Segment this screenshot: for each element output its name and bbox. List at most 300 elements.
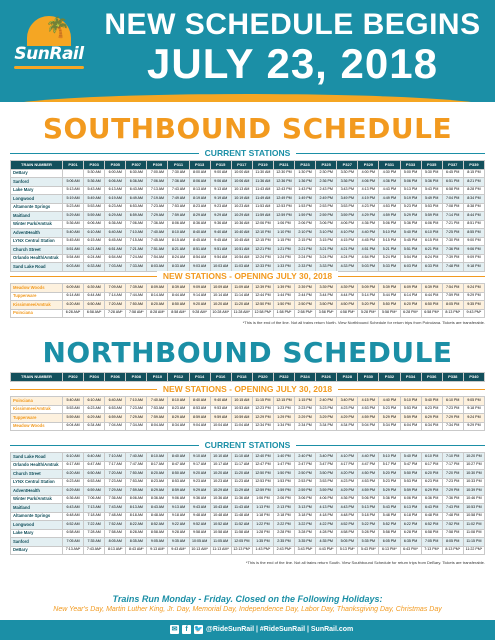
time-cell: 12:15 PM xyxy=(273,397,294,406)
time-cell: 4:19 PM xyxy=(358,195,379,204)
time-cell: 2:53 PM xyxy=(316,203,337,212)
time-cell: 6:24 PM xyxy=(421,254,442,263)
time-cell: 5:10 PM xyxy=(379,453,400,462)
time-cell: 9:13 AM* xyxy=(147,546,168,555)
southbound-new-table xyxy=(10,283,485,318)
station-name: Sanford xyxy=(11,538,63,547)
station-name: Longwood xyxy=(11,521,63,530)
time-cell: 2:10 PM xyxy=(295,229,316,238)
time-cell: 6:53 AM xyxy=(126,203,147,212)
time-cell: 5:30 PM xyxy=(421,169,442,178)
time-cell: 8:04 AM xyxy=(147,422,168,431)
station-row xyxy=(11,254,485,263)
time-cell: 12:58 PM* xyxy=(252,309,273,318)
southbound-current-table xyxy=(10,160,485,272)
mail-icon[interactable]: ✉ xyxy=(171,626,178,633)
time-cell: 5:20 PM xyxy=(379,470,400,479)
time-cell: 5:51 PM xyxy=(400,246,421,255)
time-cell: 9:52 AM xyxy=(189,521,210,530)
time-cell: 5:18 PM xyxy=(358,512,379,521)
time-cell: 7:29 AM xyxy=(126,414,147,423)
station-name: LYNX Central Station xyxy=(11,478,63,487)
headline-line1: NEW SCHEDULE BEGINS xyxy=(104,8,481,41)
train-number-cell: P331 xyxy=(379,161,400,170)
time-cell: 10:20 AM xyxy=(210,301,231,310)
time-cell: 6:44 AM xyxy=(84,292,105,301)
time-cell: 9:18 PM xyxy=(463,263,484,272)
time-cell: 6:19 AM xyxy=(105,195,126,204)
train-number-cell: P335 xyxy=(421,161,442,170)
time-cell: 8:03 AM xyxy=(147,263,168,272)
social-handles[interactable]: @RideSunRail | #RideSunRail | SunRail.com xyxy=(206,626,354,633)
time-cell: 11:14 AM xyxy=(231,292,252,301)
time-cell: 4:45 PM xyxy=(358,237,379,246)
station-row xyxy=(11,169,485,178)
holiday-title: Trains Run Monday - Friday. Closed on the Following Holidays: xyxy=(112,594,383,604)
time-cell: 11:09 AM xyxy=(231,284,252,293)
time-cell: 6:03 AM xyxy=(63,263,84,272)
time-cell: 7:54 PM xyxy=(442,284,463,293)
station-name: Lake Mary xyxy=(11,529,63,538)
time-cell: 2:15 PM xyxy=(295,237,316,246)
time-cell: 3:53 PM xyxy=(337,203,358,212)
time-cell: 5:29 PM xyxy=(400,212,421,221)
time-cell: 4:52 PM xyxy=(337,521,358,530)
time-cell: 4:39 PM xyxy=(337,284,358,293)
time-cell: 1:10 PM xyxy=(273,229,294,238)
time-cell: 7:30 AM xyxy=(168,169,189,178)
time-cell: 5:13 PM* xyxy=(337,546,358,555)
time-cell: 3:22 PM xyxy=(295,521,316,530)
time-cell: 7:53 AM xyxy=(168,203,189,212)
time-cell: 5:14 PM xyxy=(358,292,379,301)
train-number-cell: P323 xyxy=(295,161,316,170)
time-cell: 10:13 AM* xyxy=(189,546,210,555)
time-cell: 9:36 AM xyxy=(189,495,210,504)
time-cell: 4:58 PM xyxy=(337,529,358,538)
time-cell: 1:43 PM* xyxy=(252,546,273,555)
time-cell: 8:59 AM xyxy=(168,487,189,496)
time-cell: 5:59 PM xyxy=(400,487,421,496)
footer-bar xyxy=(0,620,495,640)
time-cell: 5:03 PM xyxy=(358,263,379,272)
time-cell: 1:21 PM xyxy=(273,246,294,255)
facebook-icon[interactable]: f xyxy=(182,625,191,634)
time-cell: 6:47 AM xyxy=(84,461,105,470)
time-cell: 3:34 PM xyxy=(316,422,337,431)
time-cell: 6:48 AM xyxy=(63,512,84,521)
time-cell: 7:04 PM xyxy=(442,195,463,204)
time-cell: 4:23 PM xyxy=(337,405,358,414)
time-cell: 5:50 PM xyxy=(379,301,400,310)
time-cell: 7:44 AM xyxy=(126,292,147,301)
time-cell: 6:45 AM xyxy=(105,237,126,246)
time-cell: 1:06 PM xyxy=(273,220,294,229)
time-cell: 6:43 AM xyxy=(63,504,84,513)
time-cell: 10:10 AM xyxy=(210,453,231,462)
station-row xyxy=(11,212,485,221)
time-cell: 5:29 PM xyxy=(379,487,400,496)
time-cell: 10:53 PM xyxy=(463,504,484,513)
time-cell: 9:23 AM xyxy=(189,478,210,487)
train-number-cell: P325 xyxy=(316,161,337,170)
time-cell: 2:49 PM xyxy=(316,195,337,204)
station-row xyxy=(11,512,485,521)
time-cell: 11:48 AM xyxy=(231,512,252,521)
time-cell: 1:35 PM xyxy=(252,538,273,547)
time-cell: 12:44 PM xyxy=(252,292,273,301)
time-cell: 7:06 AM xyxy=(126,220,147,229)
time-cell: 3:21 PM xyxy=(316,246,337,255)
time-cell: 9:20 AM xyxy=(189,301,210,310)
time-cell: 7:36 AM xyxy=(147,220,168,229)
time-cell: 6:13 PM xyxy=(400,504,421,513)
time-cell: 5:28 PM xyxy=(358,529,379,538)
time-cell: 9:20 AM xyxy=(189,470,210,479)
time-cell: 7:59 AM xyxy=(168,212,189,221)
time-cell: 3:13 PM xyxy=(295,504,316,513)
time-cell: 8:45 AM xyxy=(189,237,210,246)
train-number-cell: P327 xyxy=(337,161,358,170)
time-cell: 7:54 AM xyxy=(147,254,168,263)
time-cell: 5:05 PM xyxy=(337,538,358,547)
time-cell: 6:28 PM xyxy=(400,529,421,538)
time-cell: 6:39 AM xyxy=(84,284,105,293)
time-cell: 11:20 AM xyxy=(231,470,252,479)
time-cell: 7:58 AM* xyxy=(126,309,147,318)
time-cell: 6:52 PM xyxy=(421,521,442,530)
time-cell: 8:10 AM xyxy=(168,397,189,406)
station-row xyxy=(11,246,485,255)
time-cell: 6:50 AM xyxy=(84,470,105,479)
time-cell: 5:59 AM xyxy=(63,414,84,423)
station-row xyxy=(11,292,485,301)
time-cell: 4:35 PM xyxy=(316,538,337,547)
time-cell: 3:10 PM xyxy=(316,229,337,238)
time-cell: 7:13 AM* xyxy=(63,546,84,555)
time-cell: 3:40 PM xyxy=(316,453,337,462)
time-cell: 12:15 PM xyxy=(252,237,273,246)
time-cell: 5:43 PM* xyxy=(358,546,379,555)
time-cell: 5:13 AM xyxy=(63,186,84,195)
northbound-new-table xyxy=(10,396,485,431)
time-cell: 7:10 AM xyxy=(126,397,147,406)
headline-date: JULY 23, 2018 xyxy=(147,40,438,87)
station-name: Tupperware xyxy=(11,292,63,301)
time-cell: 5:10 PM xyxy=(400,397,421,406)
time-cell: 4:49 PM xyxy=(379,195,400,204)
time-cell: 9:18 PM xyxy=(463,405,484,414)
time-cell: 11:49 AM xyxy=(252,195,273,204)
station-name: Maitland xyxy=(11,212,63,221)
time-cell: 6:14 AM xyxy=(63,292,84,301)
time-cell: 8:24 AM xyxy=(168,254,189,263)
time-cell: 5:43 PM xyxy=(379,504,400,513)
time-cell: 7:14 PM xyxy=(442,212,463,221)
time-cell: 4:36 PM xyxy=(358,220,379,229)
time-cell: 6:29 AM xyxy=(84,414,105,423)
time-cell: 11:05 AM xyxy=(210,538,231,547)
time-cell: 11:04 AM xyxy=(231,422,252,431)
time-cell: 12:59 PM xyxy=(252,487,273,496)
palm-tree-icon: 🌴 xyxy=(45,17,70,39)
time-cell: 8:28 AM xyxy=(126,529,147,538)
northbound-header-table xyxy=(10,372,485,382)
time-cell: 7:14 AM xyxy=(105,292,126,301)
holiday-list: New Year's Day, Martin Luther King, Jr. Day, Memorial Day, Independence Day, Labor Day, Thanksgiving Day, Christmas Day xyxy=(53,606,442,613)
time-cell: 7:18 AM xyxy=(84,512,105,521)
time-cell: 5:19 PM xyxy=(400,195,421,204)
time-cell: 8:50 AM xyxy=(168,301,189,310)
nb-new-label: NEW STATIONS - OPENING JULY 30, 2018 xyxy=(0,384,495,394)
time-cell: 1:24 PM xyxy=(273,254,294,263)
time-cell: 6:53 AM xyxy=(105,405,126,414)
station-row xyxy=(11,453,485,462)
time-cell: 9:40 AM xyxy=(210,229,231,238)
time-cell: 6:13 AM xyxy=(105,186,126,195)
time-cell: 12:50 PM xyxy=(252,301,273,310)
station-name: Church Street xyxy=(11,246,63,255)
time-cell: 8:13 AM xyxy=(189,186,210,195)
time-cell: 9:05 AM xyxy=(147,538,168,547)
time-cell: 12:53 PM xyxy=(252,478,273,487)
time-cell: 7:17 AM xyxy=(105,461,126,470)
time-cell: 11:43 AM xyxy=(252,186,273,195)
time-cell: 2:43 PM xyxy=(316,186,337,195)
time-cell: 7:36 AM xyxy=(168,178,189,187)
time-cell: 5:54 PM xyxy=(400,254,421,263)
time-cell: 2:59 PM xyxy=(316,212,337,221)
time-cell: 6:50 PM xyxy=(421,301,442,310)
time-cell: 6:58 AM xyxy=(63,529,84,538)
time-cell: 6:15 PM xyxy=(421,237,442,246)
station-name: Sand Lake Road xyxy=(11,453,63,462)
time-cell: 9:43 AM xyxy=(189,504,210,513)
time-cell: 5:43 PM xyxy=(421,186,442,195)
station-name: Poinciana xyxy=(11,397,63,406)
time-cell: 12:23 PM xyxy=(252,405,273,414)
time-cell: 9:13 AM xyxy=(210,186,231,195)
time-cell: 6:35 PM xyxy=(400,538,421,547)
time-cell: 10:23 AM xyxy=(231,203,252,212)
time-cell: 3:50 PM xyxy=(316,470,337,479)
nb-footnote: *This is the end of the line. Not all trains return South. View Southbound Schedule for return trips from DeBary. Tickets are transferable. xyxy=(245,560,485,565)
time-cell: 6:29 PM xyxy=(421,487,442,496)
time-cell: 7:04 AM xyxy=(105,422,126,431)
time-cell: 2:50 PM xyxy=(295,301,316,310)
time-cell: 8:39 AM xyxy=(168,284,189,293)
time-cell: 1:49 PM xyxy=(295,195,316,204)
time-cell: 6:23 AM xyxy=(84,405,105,414)
station-name: Winter Park/Amtrak xyxy=(11,220,63,229)
time-cell: 1:30 PM xyxy=(295,169,316,178)
time-cell: 1:59 PM xyxy=(273,487,294,496)
social-icons xyxy=(170,625,203,634)
time-cell: 6:39 PM xyxy=(421,284,442,293)
time-cell: 6:10 AM xyxy=(84,229,105,238)
time-cell: 7:52 AM xyxy=(105,521,126,530)
time-cell: 6:30 AM xyxy=(126,169,147,178)
time-cell: 5:58 PM* xyxy=(379,309,400,318)
time-cell: 5:15 PM xyxy=(379,237,400,246)
time-cell: 7:39 PM xyxy=(442,254,463,263)
time-cell: 4:50 PM xyxy=(358,470,379,479)
time-cell: 11:10 AM xyxy=(231,453,252,462)
time-cell: 8:09 AM xyxy=(147,284,168,293)
time-cell: 10:29 AM xyxy=(231,212,252,221)
time-cell: 4:40 PM xyxy=(358,453,379,462)
time-cell: 7:13 AM xyxy=(147,186,168,195)
time-cell: 2:53 PM xyxy=(295,478,316,487)
time-cell: 11:30 AM xyxy=(252,169,273,178)
time-cell: 4:43 PM* xyxy=(316,546,337,555)
time-cell: 6:54 AM xyxy=(105,254,126,263)
time-cell: 10:14 AM xyxy=(210,292,231,301)
station-name: Orlando Health/Amtrak xyxy=(11,254,63,263)
train-number-header: TRAIN NUMBER xyxy=(11,161,63,170)
time-cell: 4:29 PM xyxy=(337,487,358,496)
time-cell: 5:39 PM xyxy=(379,284,400,293)
time-cell: 9:35 AM xyxy=(168,538,189,547)
time-cell: 9:35 PM xyxy=(463,301,484,310)
time-cell: 5:43 AM xyxy=(84,186,105,195)
time-cell: 2:24 PM xyxy=(295,254,316,263)
time-cell: 6:10 PM xyxy=(421,453,442,462)
time-cell: 7:17 PM xyxy=(442,461,463,470)
sb-new-label: NEW STATIONS - OPENING JULY 30, 2018 xyxy=(0,271,495,281)
time-cell: 1:15 PM xyxy=(273,237,294,246)
time-cell: 5:36 PM xyxy=(379,495,400,504)
time-cell: 5:45 PM xyxy=(400,237,421,246)
nb-current-label: CURRENT STATIONS xyxy=(0,440,495,450)
time-cell: 7:23 AM xyxy=(147,203,168,212)
time-cell: 2:22 PM xyxy=(273,521,294,530)
time-cell: 1:50 PM xyxy=(273,301,294,310)
time-cell: 7:23 AM xyxy=(126,405,147,414)
time-cell: 9:43 PM* xyxy=(463,309,484,318)
time-cell: 6:06 AM xyxy=(84,220,105,229)
time-cell: 5:21 PM xyxy=(379,246,400,255)
time-cell: 5:40 PM xyxy=(421,397,442,406)
time-cell: 9:28 AM* xyxy=(189,309,210,318)
time-cell: 5:13 PM xyxy=(358,504,379,513)
time-cell: 7:23 PM xyxy=(442,405,463,414)
time-cell: 8:51 AM xyxy=(189,246,210,255)
time-cell: 6:29 AM xyxy=(63,487,84,496)
time-cell: 11:58 AM xyxy=(231,529,252,538)
time-cell: 10:19 AM xyxy=(231,195,252,204)
time-cell: 4:20 PM xyxy=(337,470,358,479)
time-cell: 3:43 PM* xyxy=(295,546,316,555)
time-cell: 10:40 AM xyxy=(231,229,252,238)
time-cell: 6:22 PM xyxy=(400,521,421,530)
station-name: Tupperware xyxy=(11,414,63,423)
time-cell: 3:43 PM xyxy=(337,186,358,195)
train-number-cell: P333 xyxy=(400,161,421,170)
time-cell: 10:15 AM xyxy=(231,397,252,406)
time-cell: 6:50 AM xyxy=(84,301,105,310)
station-name: Altamonte Springs xyxy=(11,203,63,212)
twitter-icon[interactable]: 🐦 xyxy=(194,626,203,633)
time-cell: 8:05 PM xyxy=(442,301,463,310)
time-cell: 10:58 AM xyxy=(210,529,231,538)
time-cell: 7:06 AM xyxy=(84,495,105,504)
time-cell-empty xyxy=(63,169,84,178)
time-cell: 11:29 AM xyxy=(231,487,252,496)
time-cell: 11:59 AM xyxy=(252,212,273,221)
time-cell: 4:15 PM xyxy=(337,237,358,246)
time-cell: 4:47 PM xyxy=(358,461,379,470)
train-number-cell: P313 xyxy=(189,161,210,170)
time-cell: 6:04 AM xyxy=(63,422,84,431)
time-cell: 6:06 PM xyxy=(400,495,421,504)
time-cell: 4:13 PM xyxy=(316,504,337,513)
time-cell: 5:24 PM xyxy=(379,254,400,263)
time-cell: 8:28 PM xyxy=(463,186,484,195)
time-cell: 4:36 PM xyxy=(337,495,358,504)
station-row xyxy=(11,397,485,406)
time-cell: 5:23 AM xyxy=(63,203,84,212)
time-cell: 5:40 AM xyxy=(63,397,84,406)
time-cell: 6:48 PM xyxy=(421,512,442,521)
time-cell: 5:06 PM xyxy=(379,220,400,229)
time-cell: 4:53 PM xyxy=(358,405,379,414)
time-cell: 1:23 PM xyxy=(273,405,294,414)
time-cell: 6:40 AM xyxy=(105,229,126,238)
time-cell: 7:00 AM xyxy=(147,169,168,178)
time-cell: 5:29 AM xyxy=(63,212,84,221)
time-cell: 11:03 AM xyxy=(231,263,252,272)
header-banner xyxy=(0,0,495,102)
train-number-cell: P339 xyxy=(463,161,484,170)
station-name: DeBary xyxy=(11,169,63,178)
station-row xyxy=(11,414,485,423)
time-cell: 8:23 AM xyxy=(189,203,210,212)
time-cell: 7:29 PM xyxy=(442,414,463,423)
time-cell: 3:35 PM xyxy=(295,538,316,547)
time-cell: 8:59 AM xyxy=(189,414,210,423)
time-cell: 6:18 PM xyxy=(400,512,421,521)
time-cell: 5:52 PM xyxy=(379,521,400,530)
train-number-cell: P329 xyxy=(358,161,379,170)
time-cell: 11:36 AM xyxy=(231,495,252,504)
time-cell: 9:59 AM xyxy=(210,414,231,423)
time-cell: 4:48 PM xyxy=(337,512,358,521)
time-cell: 5:13 PM xyxy=(400,186,421,195)
time-cell: 1:06 PM xyxy=(252,495,273,504)
time-cell: 6:36 AM xyxy=(126,178,147,187)
time-cell: 8:29 AM xyxy=(189,212,210,221)
time-cell: 4:28 PM xyxy=(316,529,337,538)
time-cell: 11:20 AM xyxy=(231,301,252,310)
train-number-header: TRAIN NUMBER xyxy=(11,373,63,382)
time-cell: 9:09 AM xyxy=(189,284,210,293)
time-cell: 5:00 PM xyxy=(400,169,421,178)
time-cell: 11:15 PM xyxy=(463,538,484,547)
time-cell: 3:24 PM xyxy=(316,254,337,263)
time-cell: 8:13 AM xyxy=(126,504,147,513)
time-cell: 10:00 AM xyxy=(231,169,252,178)
station-name: Poinciana xyxy=(11,309,63,318)
time-cell: 7:48 PM xyxy=(442,263,463,272)
time-cell: 3:18 PM xyxy=(295,512,316,521)
time-cell: 4:43 PM xyxy=(337,504,358,513)
time-cell: 6:58 PM xyxy=(421,529,442,538)
time-cell: 4:18 PM xyxy=(316,512,337,521)
time-cell: 11:28 AM* xyxy=(231,309,252,318)
logo-swoosh xyxy=(14,66,84,69)
train-number-cell: P310 xyxy=(147,373,168,382)
